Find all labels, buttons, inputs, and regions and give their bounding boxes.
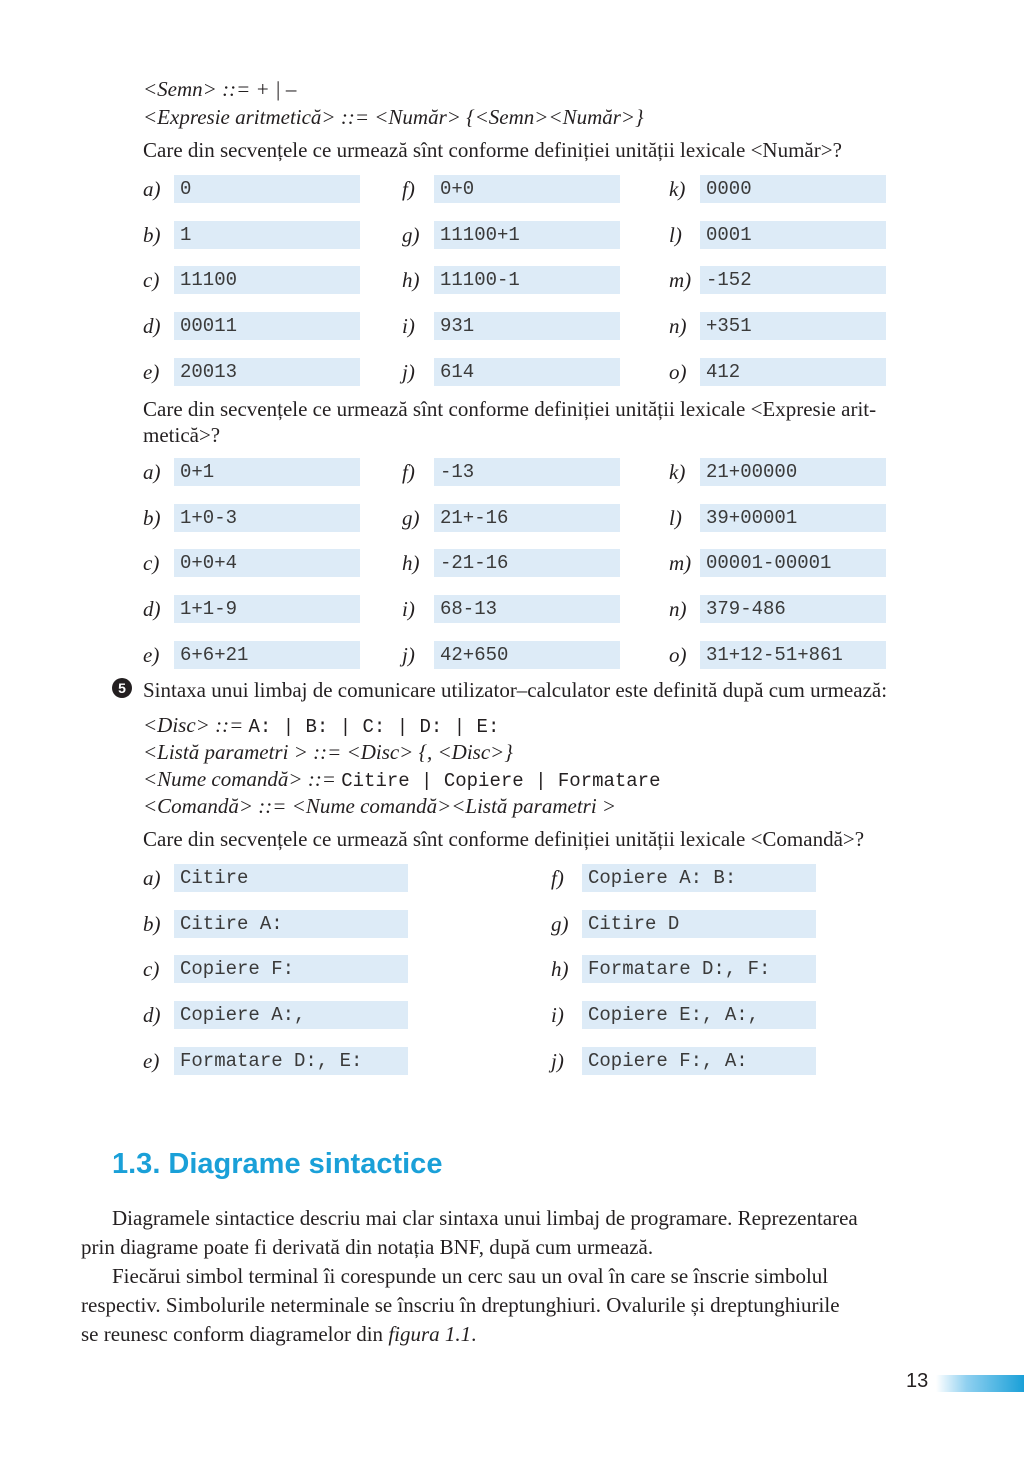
option-label: b): [143, 911, 161, 936]
option-value-box: -21-16: [434, 549, 620, 577]
option-label: h): [551, 957, 569, 982]
ex5-rule-disc: [143, 712, 499, 740]
option-value-box: -13: [434, 458, 620, 486]
option-label: c): [143, 268, 160, 293]
ex5-question: Care din secvențele ce urmează sînt conforme definiției unității lexicale <Comandă>?: [143, 827, 865, 851]
paragraph-2-line-1: Fiecărui simbol terminal îi corespunde un cerc sau un oval în care se înscrie simbolul: [112, 1264, 829, 1288]
option-value-box: Citire A:: [174, 910, 408, 938]
option-value-box: Formatare D:, F:: [582, 955, 816, 983]
ex5-rule-nume: [143, 766, 661, 794]
rule-lhs: <Nume comandă> ::=: [143, 767, 342, 791]
option-value-box: 00001-00001: [700, 549, 886, 577]
option-label: d): [143, 314, 161, 339]
option-label: b): [143, 222, 161, 247]
option-label: h): [402, 551, 420, 576]
option-value-box: 412: [700, 358, 886, 386]
rule-lhs: <Comandă> ::= <Nume comandă><Listă parametri >: [143, 794, 617, 818]
option-value-box: Copiere A: B:: [582, 864, 816, 892]
option-label: m): [669, 551, 692, 576]
option-label: j): [402, 359, 415, 384]
paragraph-end: .: [471, 1322, 477, 1346]
paragraph-2-line-3: [81, 1320, 931, 1349]
option-label: e): [143, 359, 160, 384]
option-label: d): [143, 597, 161, 622]
grammar-expr-text: <Expresie aritmetică> ::= <Număr> {<Semn><Număr>}: [143, 105, 644, 129]
option-label: i): [551, 1003, 564, 1028]
option-label: k): [669, 177, 686, 201]
option-label: i): [402, 597, 415, 622]
option-label: f): [551, 866, 564, 890]
option-value-box: 11100+1: [434, 221, 620, 249]
option-label: h): [402, 268, 420, 293]
option-label: a): [143, 177, 161, 201]
option-value-box: Formatare D:, E:: [174, 1047, 408, 1075]
option-value-box: -152: [700, 266, 886, 294]
ex5-rule-comanda: [143, 793, 616, 819]
paragraph-1-line-1: Diagramele sintactice descriu mai clar sintaxa unui limbaj de programare. Reprezentarea: [112, 1206, 858, 1230]
option-value-box: 21+-16: [434, 504, 620, 532]
option-value-box: Copiere A:,: [174, 1001, 408, 1029]
option-value-box: 0000: [700, 175, 886, 203]
figure-reference: figura 1.1: [388, 1322, 472, 1346]
paragraph-1-line-2: prin diagrame poate fi derivată din notația BNF, după cum urmează.: [81, 1235, 654, 1259]
option-value-box: 42+650: [434, 641, 620, 669]
exercise-number-badge: 5: [112, 678, 132, 698]
rule-lhs: <Disc> ::=: [143, 713, 249, 737]
option-label: g): [402, 505, 420, 530]
option-label: n): [669, 314, 687, 339]
option-value-box: 0+0: [434, 175, 620, 203]
option-value-box: 39+00001: [700, 504, 886, 532]
option-value-box: 6+6+21: [174, 641, 360, 669]
option-value-box: 31+12-51+861: [700, 641, 886, 669]
rule-rhs: Citire | Copiere | Formatare: [341, 770, 661, 792]
option-label: c): [143, 957, 160, 982]
option-value-box: Copiere F:: [174, 955, 408, 983]
paragraph-text: se reunesc conform diagramelor din: [81, 1322, 389, 1346]
option-value-box: Citire D: [582, 910, 816, 938]
option-label: k): [669, 460, 686, 484]
q2-question-line2: metică>?: [143, 423, 221, 447]
paragraph-2-line-2: respectiv. Simbolurile neterminale se înscriu în dreptunghiuri. Ovalurile și dreptunghiurile: [81, 1293, 840, 1317]
option-value-box: 21+00000: [700, 458, 886, 486]
option-label: a): [143, 866, 161, 890]
option-label: l): [669, 505, 682, 530]
option-value-box: 614: [434, 358, 620, 386]
option-value-box: 11100-1: [434, 266, 620, 294]
option-value-box: Copiere E:, A:,: [582, 1001, 816, 1029]
option-label: f): [402, 460, 415, 484]
section-heading: 1.3. Diagrame sintactice: [112, 1148, 443, 1180]
option-value-box: 00011: [174, 312, 360, 340]
option-value-box: 379-486: [700, 595, 886, 623]
option-value-box: 20013: [174, 358, 360, 386]
option-label: a): [143, 460, 161, 484]
option-value-box: +351: [700, 312, 886, 340]
option-label: i): [402, 314, 415, 339]
option-value-box: 0+1: [174, 458, 360, 486]
ex5-rule-lista: [143, 739, 513, 765]
option-label: f): [402, 177, 415, 201]
option-label: b): [143, 505, 161, 530]
ex5-intro: Sintaxa unui limbaj de comunicare utilizator–calculator este definită după cum urmează:: [143, 678, 888, 702]
rule-rhs: A: | B: | C: | D: | E:: [248, 716, 500, 738]
option-label: j): [551, 1048, 564, 1073]
q1-question: Care din secvențele ce urmează sînt conforme definiției unității lexicale <Număr>?: [143, 138, 842, 162]
option-value-box: 0: [174, 175, 360, 203]
option-label: l): [669, 222, 682, 247]
option-label: g): [402, 222, 420, 247]
option-value-box: Copiere F:, A:: [582, 1047, 816, 1075]
option-label: o): [669, 642, 687, 667]
option-label: g): [551, 911, 569, 936]
grammar-semn-text: <Semn> ::= + | –: [143, 77, 297, 101]
grammar-semn-line: [143, 76, 296, 102]
page-number: 13: [906, 1370, 929, 1392]
option-value-box: 1: [174, 221, 360, 249]
option-value-box: 931: [434, 312, 620, 340]
option-label: o): [669, 359, 687, 384]
rule-lhs: <Listă parametri > ::= <Disc> {, <Disc>}: [143, 740, 513, 764]
page-number-bar: [936, 1375, 1024, 1392]
option-label: d): [143, 1003, 161, 1028]
option-label: j): [402, 642, 415, 667]
option-label: e): [143, 1048, 160, 1073]
option-label: c): [143, 551, 160, 576]
option-value-box: 68-13: [434, 595, 620, 623]
option-label: n): [669, 597, 687, 622]
option-value-box: 1+1-9: [174, 595, 360, 623]
option-label: m): [669, 268, 692, 293]
option-value-box: 0001: [700, 221, 886, 249]
q2-question-line1: Care din secvențele ce urmează sînt conforme definiției unității lexicale <Expresie arit-: [143, 397, 877, 421]
option-value-box: Citire: [174, 864, 408, 892]
option-value-box: 0+0+4: [174, 549, 360, 577]
grammar-expr-line: [143, 104, 644, 130]
option-label: e): [143, 642, 160, 667]
option-value-box: 1+0-3: [174, 504, 360, 532]
option-value-box: 11100: [174, 266, 360, 294]
